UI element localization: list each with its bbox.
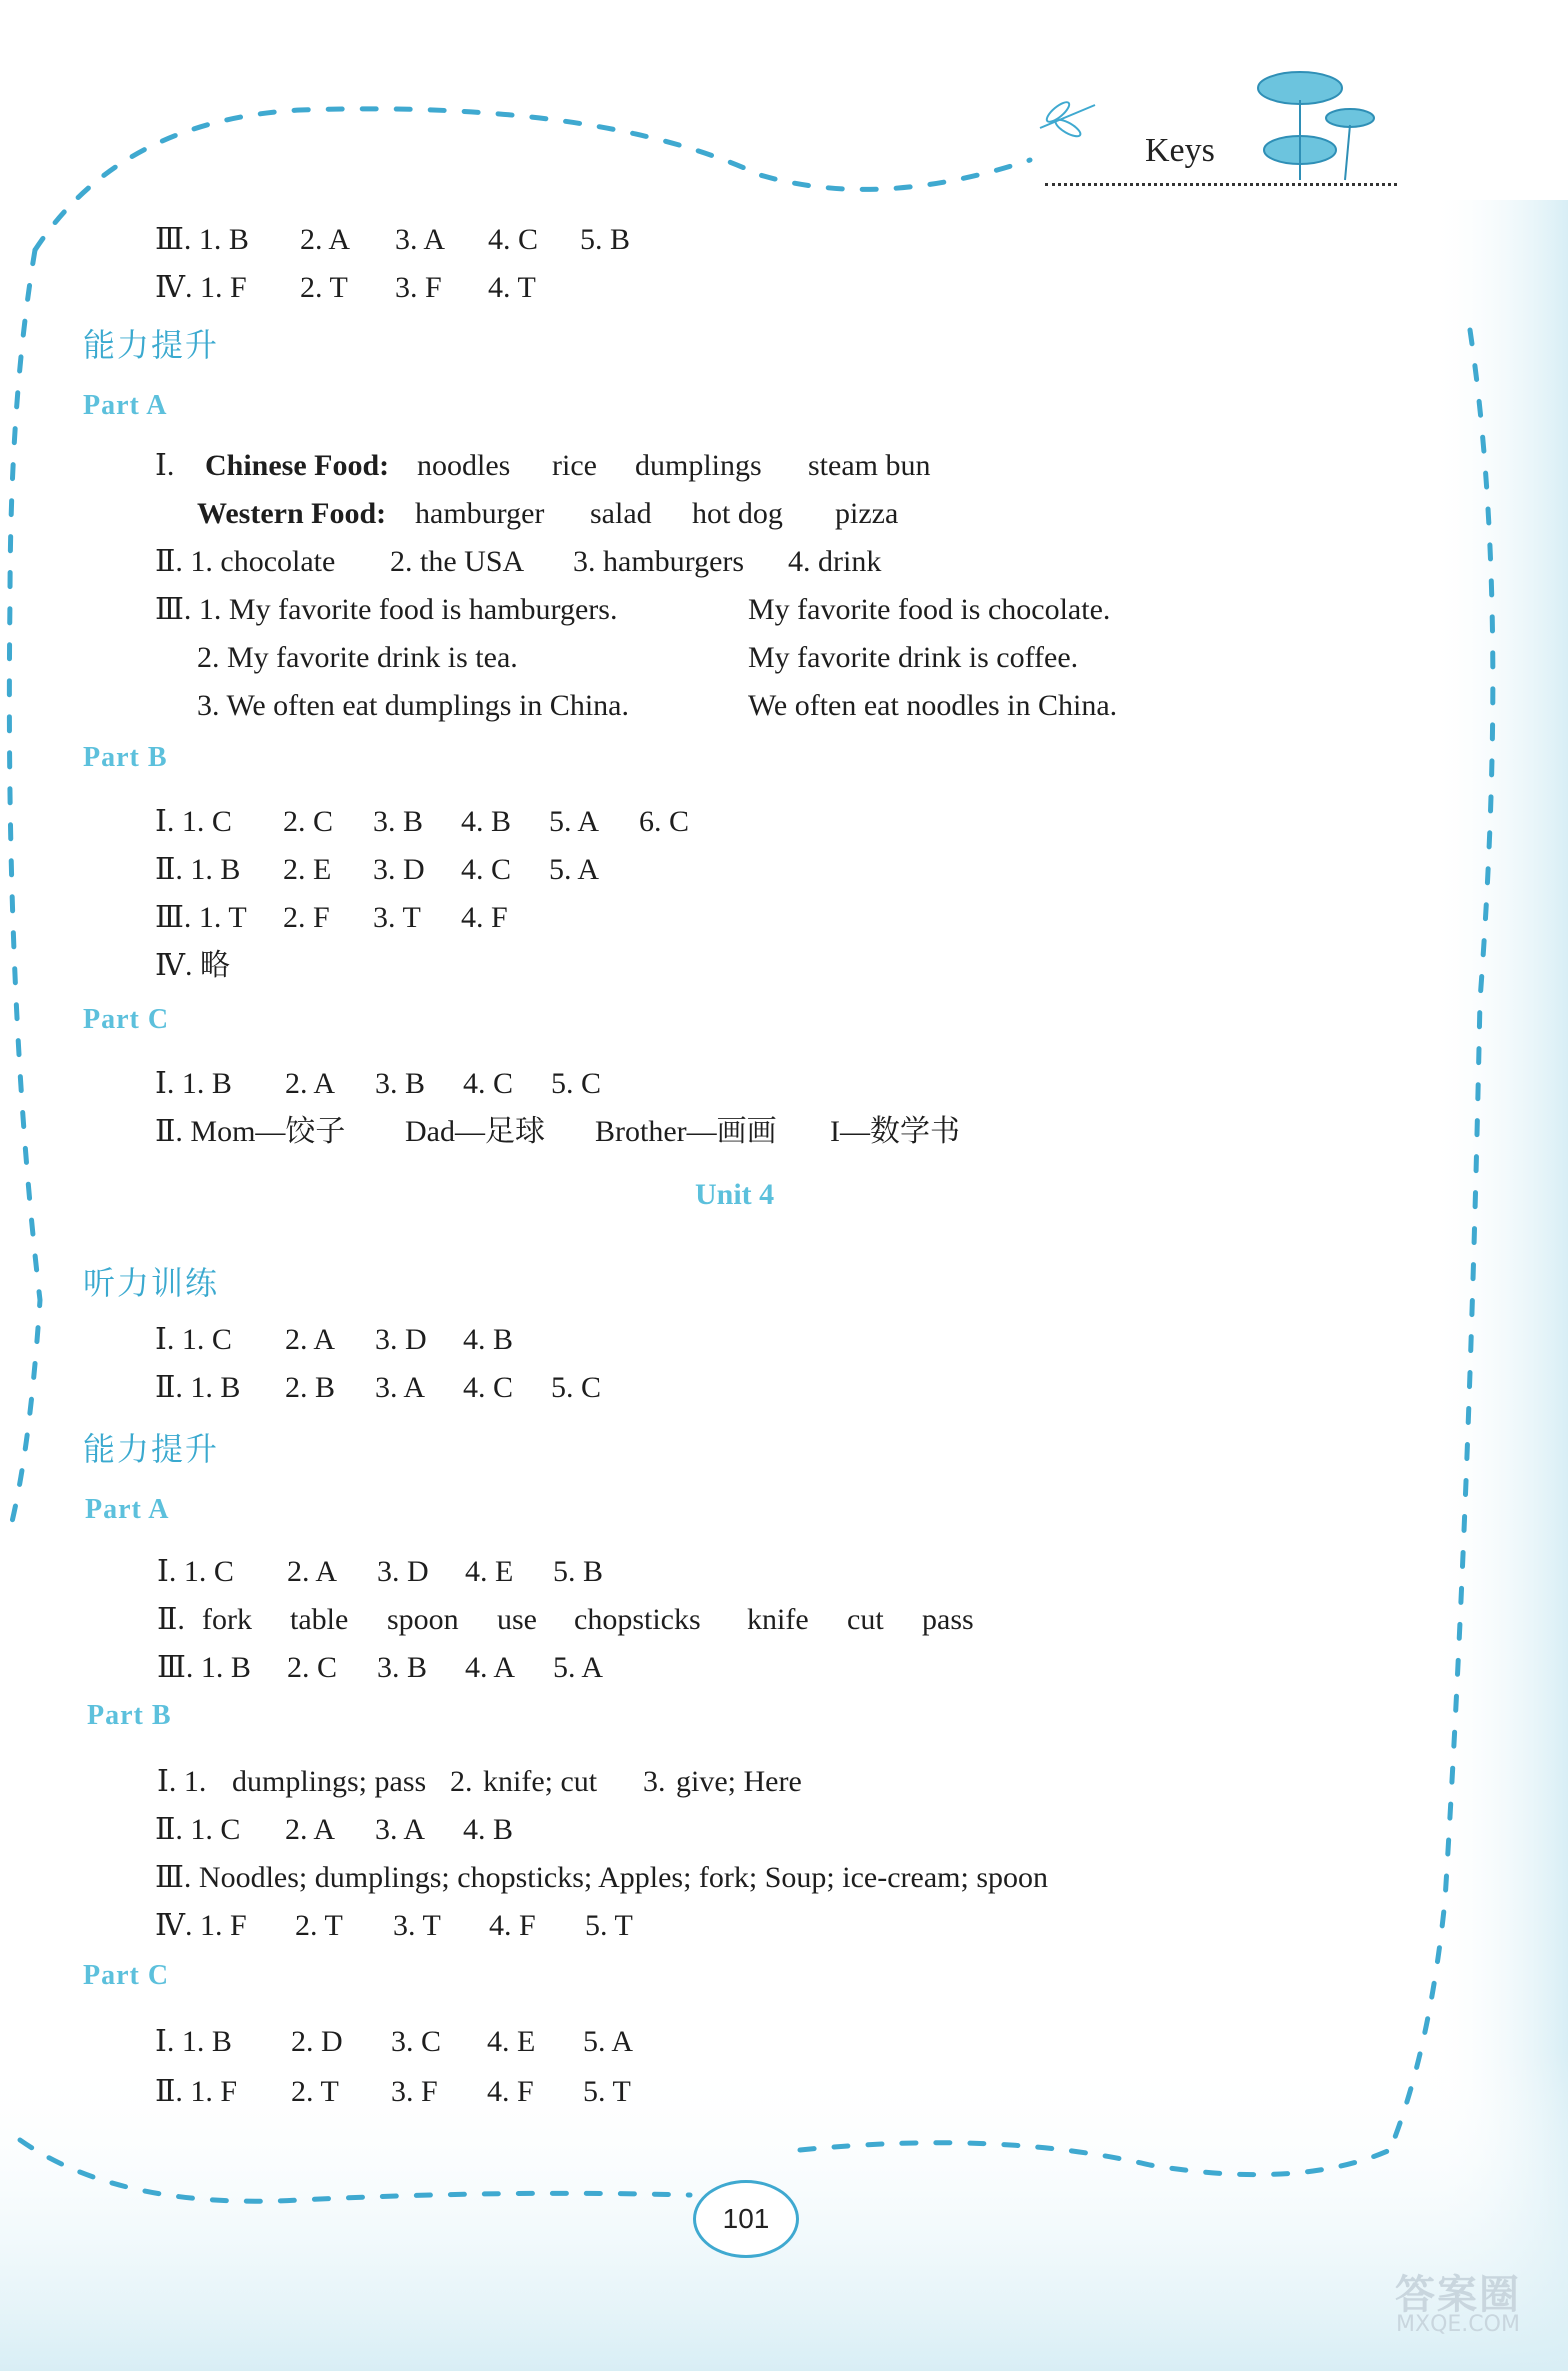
answer: Ⅱ. 1. C <box>155 1813 241 1846</box>
word: pass <box>922 1603 974 1636</box>
food-item: dumplings <box>635 449 762 482</box>
answer-line-ii <box>155 2074 631 2110</box>
answer: Ⅰ. 1. C <box>155 805 232 838</box>
answer: 3. B <box>375 1067 426 1100</box>
header-rule <box>1045 183 1397 186</box>
watermark-url: MXQE.COM <box>1396 2312 1520 2337</box>
part-a-heading: Part A <box>85 1494 170 1525</box>
answer: Ⅲ. Noodles; dumplings; chopsticks; Apples; fork; Soup; ice-cream; spoon <box>155 1861 1048 1894</box>
answer: 2. T <box>291 2075 339 2108</box>
part-b-heading: Part B <box>83 742 168 773</box>
answer: 5. T <box>585 1909 633 1942</box>
sentence: My favorite food is chocolate. <box>748 593 1111 626</box>
answer: 4. B <box>463 1323 514 1356</box>
food-item: hot dog <box>692 497 783 530</box>
answer: 3. T <box>373 901 421 934</box>
answer: Ⅳ. 略 <box>155 949 230 982</box>
answer: Ⅱ. 1. B <box>155 1371 241 1404</box>
answer: Ⅰ. 1. B <box>155 2025 232 2058</box>
answer-line-iii <box>197 640 1078 676</box>
answer-line-iv <box>155 1908 633 1944</box>
word: fork <box>202 1603 252 1636</box>
answer: 6. C <box>639 805 690 838</box>
watermark-title: 答案圈 <box>1395 2272 1521 2318</box>
answer: 3. hamburgers <box>573 545 745 578</box>
answer-line-iii <box>157 1650 603 1686</box>
unit-heading: Unit 4 <box>695 1178 775 1211</box>
answer: 2. T <box>295 1909 343 1942</box>
answer: Ⅱ. 1. B <box>155 853 241 886</box>
answer: 4. F <box>461 901 508 934</box>
answer: 3. B <box>377 1651 428 1684</box>
word: chopsticks <box>574 1603 701 1636</box>
answer: Ⅲ. 1. T <box>155 901 247 934</box>
answer: 3. F <box>391 2075 438 2108</box>
answer-line-ii <box>155 544 881 580</box>
food-item: pizza <box>835 497 899 530</box>
answer-line-iii <box>155 222 630 258</box>
answer: 4. F <box>487 2075 534 2108</box>
answer-line-i <box>157 1764 802 1800</box>
answer: 2. F <box>283 901 330 934</box>
answer-line-iv <box>155 270 536 306</box>
section-title-ability: 能力提升 <box>83 326 220 364</box>
food-item: rice <box>552 449 597 482</box>
answer-line-i <box>155 804 689 840</box>
item-label: Ⅰ. <box>155 449 175 482</box>
item-label: Ⅰ. 1. <box>157 1765 207 1798</box>
answer-line-i <box>155 1322 513 1358</box>
answer-line-i <box>157 1554 603 1590</box>
answer: 4. C <box>488 223 539 256</box>
word: table <box>290 1603 349 1636</box>
answer: 4. B <box>463 1813 514 1846</box>
sentence: Ⅲ. 1. My favorite food is hamburgers. <box>155 593 618 626</box>
answer: Ⅱ. 1. F <box>155 2075 238 2108</box>
food-item: noodles <box>417 449 511 482</box>
food-item: hamburger <box>415 497 545 530</box>
answer: 4. C <box>463 1371 514 1404</box>
answer: Ⅲ. 1. B <box>157 1651 251 1684</box>
answer: Dad—足球 <box>405 1115 545 1148</box>
answer: 3. A <box>395 223 446 256</box>
answer: 3. D <box>377 1555 429 1588</box>
answer: 2. B <box>285 1371 336 1404</box>
word: knife <box>747 1603 809 1636</box>
item-label: Ⅱ. <box>157 1603 185 1636</box>
word: cut <box>847 1603 884 1636</box>
answer: 4. drink <box>788 545 882 578</box>
part-a-heading: Part A <box>83 390 168 421</box>
answer-line-ii <box>155 852 599 888</box>
answer: 3. T <box>393 1909 441 1942</box>
answer: 2. C <box>287 1651 338 1684</box>
answer: 3. F <box>395 271 442 304</box>
answer: 2. A <box>285 1067 336 1100</box>
answer-line-iii <box>197 688 1117 724</box>
answer: 2. T <box>300 271 348 304</box>
answer: give; Here <box>676 1765 802 1798</box>
answer: 5. A <box>549 805 600 838</box>
answer: 2. A <box>285 1813 336 1846</box>
answer-line-ii <box>155 1812 513 1848</box>
answer: 2. D <box>291 2025 343 2058</box>
answer-line-iii <box>155 1860 1048 1896</box>
answer: 3. D <box>375 1323 427 1356</box>
answer-line-ii <box>155 1370 601 1406</box>
food-item: salad <box>590 497 652 530</box>
item-label: 2. <box>450 1765 473 1798</box>
answer: I—数学书 <box>830 1115 960 1148</box>
word: spoon <box>387 1603 459 1636</box>
sentence: 2. My favorite drink is tea. <box>197 641 518 674</box>
answer-line-iv <box>155 948 230 984</box>
answer-line-ii <box>157 1602 974 1638</box>
answer: 4. E <box>487 2025 536 2058</box>
answer-line-ii <box>155 1114 960 1150</box>
answer: 5. B <box>553 1555 604 1588</box>
sentence: My favorite drink is coffee. <box>748 641 1079 674</box>
header-title: Keys <box>1145 132 1215 169</box>
answer: 5. C <box>551 1067 602 1100</box>
answer: 4. E <box>465 1555 514 1588</box>
answer-line-i <box>155 1066 601 1102</box>
answer: 2. A <box>285 1323 336 1356</box>
part-b-heading: Part B <box>87 1700 172 1731</box>
answer: 3. A <box>375 1813 426 1846</box>
answer: 4. C <box>461 853 512 886</box>
answer: 2. the USA <box>390 545 525 578</box>
chinese-food-line <box>155 448 930 484</box>
part-c-heading: Part C <box>83 1004 170 1035</box>
word: use <box>497 1603 537 1636</box>
answer: 2. C <box>283 805 334 838</box>
answer: 4. B <box>461 805 512 838</box>
answer: 5. C <box>551 1371 602 1404</box>
sentence: We often eat noodles in China. <box>748 689 1118 722</box>
answer: 5. A <box>583 2025 634 2058</box>
answer: 5. B <box>580 223 631 256</box>
chinese-food-label: Chinese Food: <box>205 449 390 482</box>
answer: 4. F <box>489 1909 536 1942</box>
answer: Ⅲ. 1. B <box>155 223 249 256</box>
answer: 3. C <box>391 2025 442 2058</box>
answer-line-iii <box>155 900 508 936</box>
item-label: 3. <box>643 1765 666 1798</box>
answer: Ⅳ. 1. F <box>155 271 247 304</box>
answer: knife; cut <box>483 1765 598 1798</box>
answer: Ⅱ. Mom—饺子 <box>155 1115 346 1148</box>
answer: Ⅰ. 1. C <box>157 1555 234 1588</box>
answer-line-i <box>155 2024 633 2060</box>
answer: Ⅰ. 1. B <box>155 1067 232 1100</box>
answer: 3. A <box>375 1371 426 1404</box>
western-food-line <box>197 496 898 532</box>
answer: 2. A <box>300 223 351 256</box>
answer: 5. A <box>553 1651 604 1684</box>
answer: 2. A <box>287 1555 338 1588</box>
answer: 3. B <box>373 805 424 838</box>
answer: dumplings; pass <box>232 1765 427 1798</box>
page-number: 101 <box>693 2180 799 2258</box>
answer: 4. T <box>488 271 536 304</box>
answer: 4. C <box>463 1067 514 1100</box>
answer: Ⅰ. 1. C <box>155 1323 232 1356</box>
answer: 3. D <box>373 853 425 886</box>
sentence: 3. We often eat dumplings in China. <box>197 689 629 722</box>
answer: 5. A <box>549 853 600 886</box>
section-title-ability: 能力提升 <box>83 1430 220 1468</box>
answer: 2. E <box>283 853 332 886</box>
answer: Ⅱ. 1. chocolate <box>155 545 336 578</box>
answer: 4. A <box>465 1651 516 1684</box>
watermark-logo <box>1395 2272 1521 2340</box>
western-food-label: Western Food: <box>197 497 387 530</box>
food-item: steam bun <box>808 449 931 482</box>
answer-line-iii <box>155 592 1110 628</box>
answer: Brother—画画 <box>595 1115 777 1148</box>
answer: Ⅳ. 1. F <box>155 1909 247 1942</box>
answer: 5. T <box>583 2075 631 2108</box>
part-c-heading: Part C <box>83 1960 170 1991</box>
section-title-listening: 听力训练 <box>83 1264 220 1302</box>
